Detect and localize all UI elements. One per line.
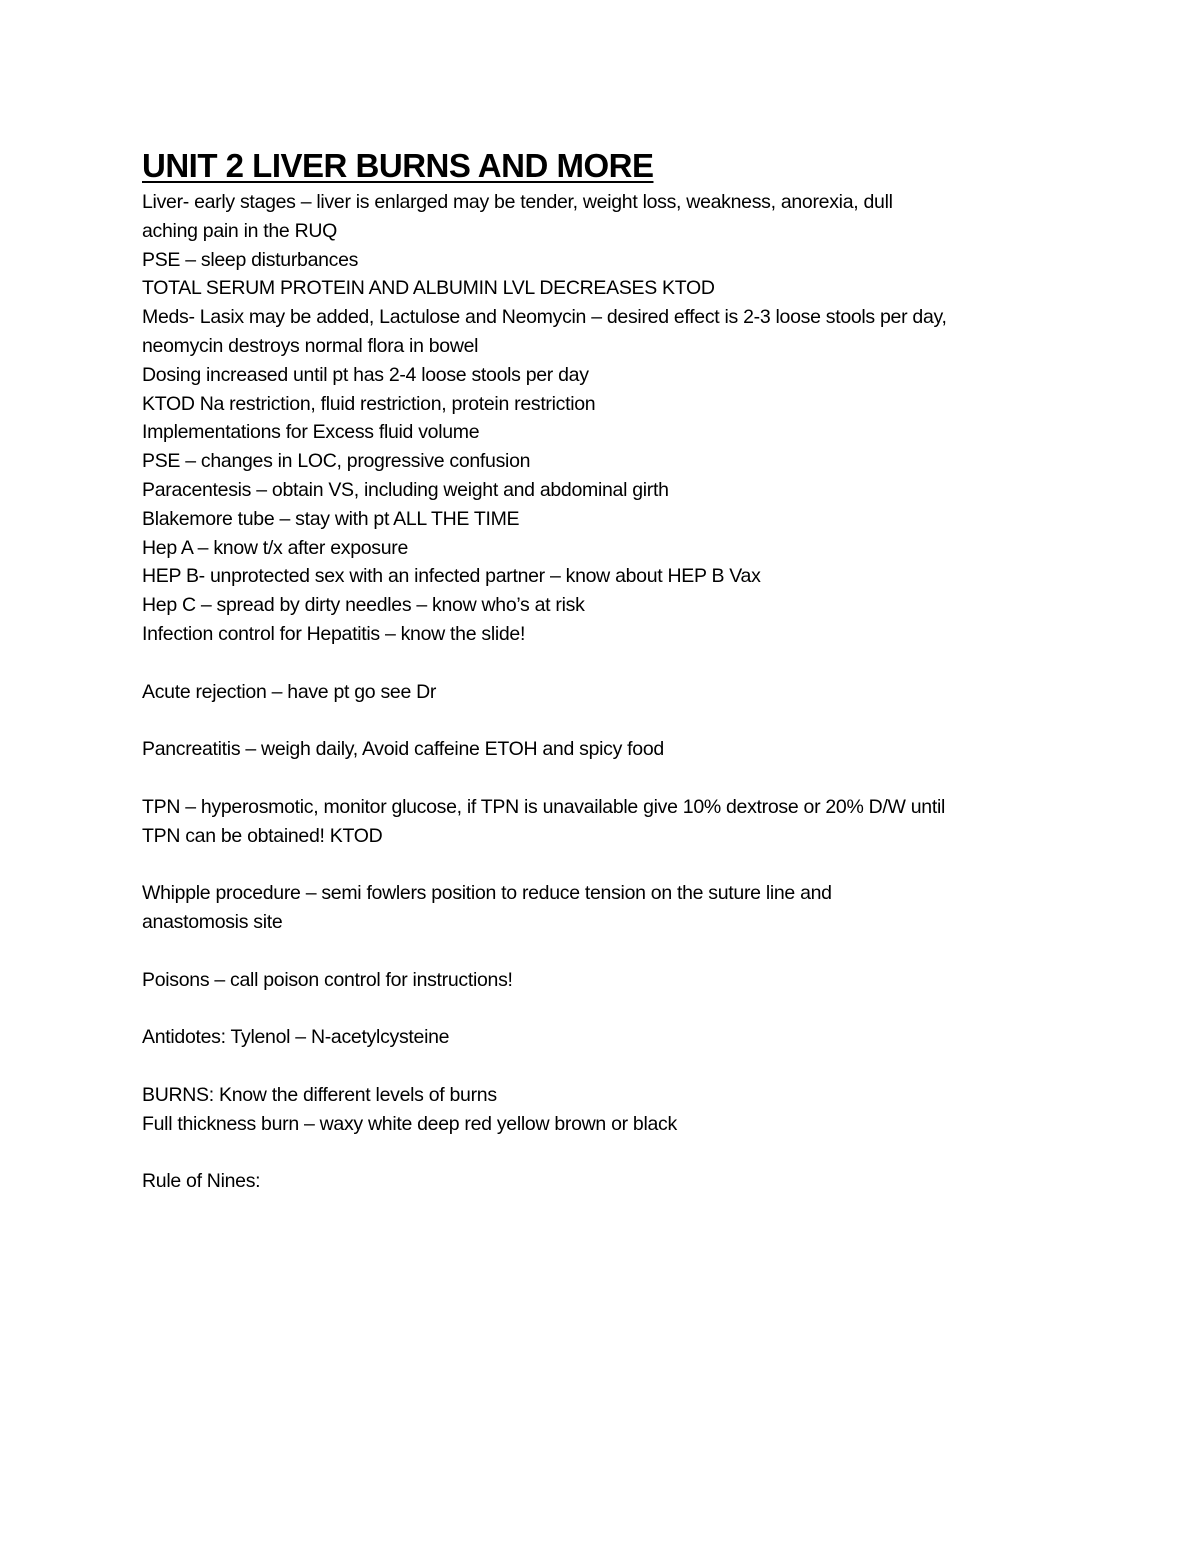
blank-line	[142, 1052, 1142, 1081]
note-line: neomycin destroys normal flora in bowel	[142, 334, 479, 357]
note-line: Infection control for Hepatitis – know the slide!	[142, 622, 526, 645]
note-line: Liver- early stages – liver is enlarged may be tender, weight loss, weakness, anorexia, dull	[142, 191, 893, 213]
note-line: Paracentesis – obtain VS, including weight and abdominal girth	[142, 478, 669, 501]
note-line: aching pain in the RUQ	[142, 219, 338, 242]
note-line: Blakemore tube – stay with pt ALL THE TIME	[142, 507, 520, 530]
note-line: anastomosis site	[142, 910, 283, 933]
note-line: Poisons – call poison control for instructions!	[142, 968, 513, 991]
blank-line	[142, 850, 1142, 879]
note-line: Hep A – know t/x after exposure	[142, 536, 409, 559]
note-line: PSE – changes in LOC, progressive confusion	[142, 450, 531, 473]
blank-line	[142, 1138, 1142, 1167]
note-line: Pancreatitis – weigh daily, Avoid caffeine ETOH and spicy food	[142, 738, 664, 761]
note-line: Meds- Lasix may be added, Lactulose and Neomycin – desired effect is 2-3 loose stools per day,	[142, 306, 947, 329]
note-line: HEP B- unprotected sex with an infected partner – know about HEP B Vax	[142, 565, 761, 588]
notes-list	[142, 188, 1142, 1196]
note-line: Acute rejection – have pt go see Dr	[142, 680, 437, 703]
note-line: Rule of Nines:	[142, 1170, 261, 1193]
blank-line	[142, 706, 1142, 735]
note-line: KTOD Na restriction, fluid restriction, protein restriction	[142, 392, 596, 415]
note-line: TPN – hyperosmotic, monitor glucose, if TPN is unavailable give 10% dextrose or 20% D/W until	[142, 795, 946, 818]
note-line: Antidotes: Tylenol – N-acetylcysteine	[142, 1026, 450, 1049]
blank-line	[142, 764, 1142, 793]
note-line: Implementations for Excess fluid volume	[142, 421, 480, 444]
note-line: Hep C – spread by dirty needles – know who’s at risk	[142, 594, 585, 617]
note-line: Dosing increased until pt has 2-4 loose stools per day	[142, 363, 589, 386]
note-line: Whipple procedure – semi fowlers position to reduce tension on the suture line and	[142, 882, 832, 905]
blank-line	[142, 994, 1142, 1023]
page-title: UNIT 2 LIVER BURNS AND MORE	[142, 147, 654, 184]
note-line: Full thickness burn – waxy white deep red yellow brown or black	[142, 1112, 677, 1135]
blank-line	[142, 937, 1142, 966]
note-line: BURNS: Know the different levels of burns	[142, 1083, 497, 1106]
note-line: PSE – sleep disturbances	[142, 248, 359, 271]
blank-line	[142, 649, 1142, 678]
note-line: TOTAL SERUM PROTEIN AND ALBUMIN LVL DECREASES KTOD	[142, 277, 715, 300]
document-body	[142, 146, 1142, 1196]
note-line: TPN can be obtained! KTOD	[142, 824, 383, 847]
